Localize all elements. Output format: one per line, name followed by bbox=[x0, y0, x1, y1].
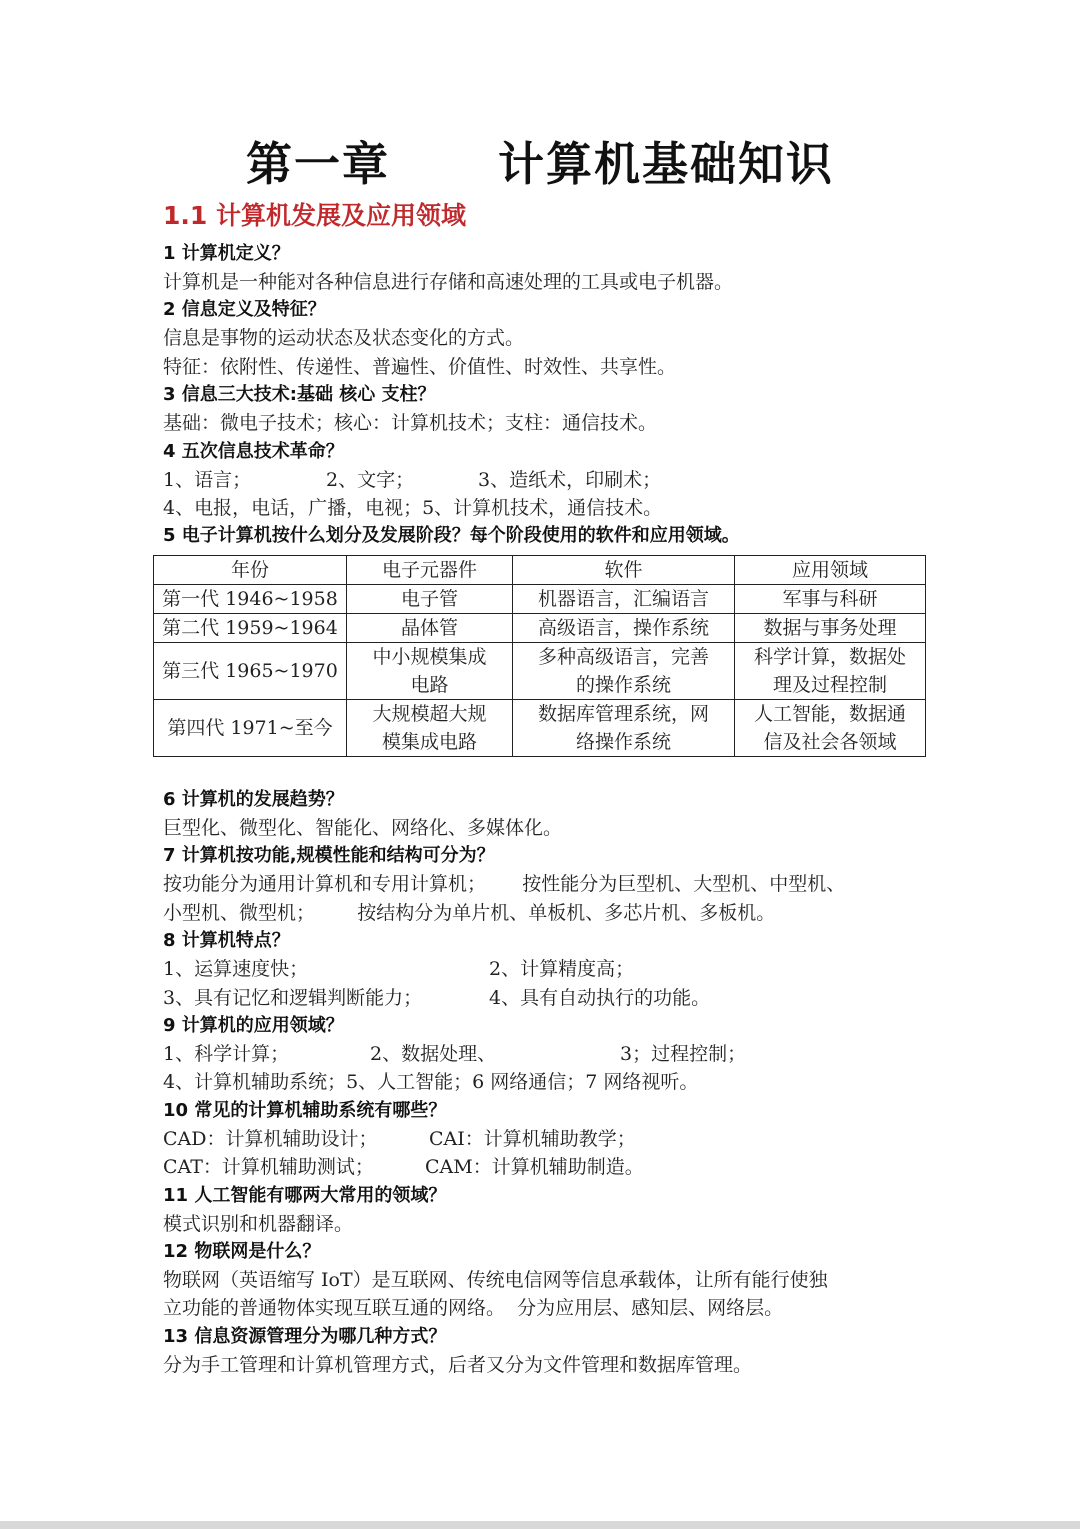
answer-4-col-2: 2、文字； bbox=[326, 468, 415, 491]
cell-line: 科学计算，数据处 bbox=[753, 646, 906, 668]
header-software: 软件 bbox=[513, 556, 735, 585]
cell-line: 多种高级语言，完善 bbox=[537, 646, 709, 668]
answer-4-line-2: 4、电报，电话，广播，电视；5、计算机技术，通信技术。 bbox=[163, 496, 663, 519]
chapter-name: 计算机基础知识 bbox=[498, 137, 835, 191]
question-7: 7 计算机按功能,规模性能和结构可分为？ bbox=[163, 845, 495, 867]
answer-9-col-2: 2、数据处理、 bbox=[370, 1042, 497, 1065]
cell-year: 第三代 1965~1970 bbox=[154, 643, 347, 700]
answer-11: 模式识别和机器翻译。 bbox=[163, 1212, 354, 1235]
cell-year: 第二代 1959~1964 bbox=[154, 614, 347, 643]
cell-line: 络操作系统 bbox=[575, 731, 671, 753]
answer-4-col-1: 1、语言； bbox=[163, 468, 252, 491]
page-bottom-edge bbox=[0, 1521, 1080, 1529]
question-9: 9 计算机的应用领域？ bbox=[163, 1014, 344, 1036]
question-13: 13 信息资源管理分为哪几种方式？ bbox=[163, 1325, 447, 1347]
answer-4-col-3: 3、造纸术，印刷术； bbox=[478, 468, 662, 491]
answer-8-col-4: 4、具有自动执行的功能。 bbox=[489, 986, 711, 1009]
cell-year: 第一代 1946~1958 bbox=[154, 585, 347, 614]
bottom-content bbox=[163, 786, 933, 1379]
answer-8-line-2 bbox=[163, 984, 933, 1012]
section-title: 1.1 计算机发展及应用领域 bbox=[163, 201, 466, 230]
answer-8-col-1: 1、运算速度快； bbox=[163, 958, 309, 981]
cell-line: 大规模超大规 bbox=[372, 703, 487, 725]
question-4: 4 五次信息技术革命？ bbox=[163, 440, 344, 462]
cell-software: 机器语言，汇编语言 bbox=[513, 585, 735, 614]
cell-line: 人工智能，数据通 bbox=[753, 703, 906, 725]
answer-9-col-1: 1、科学计算； bbox=[163, 1042, 290, 1065]
answer-7-line-1: 按功能分为通用计算机和专用计算机； 按性能分为巨型机、大型机、中型机、 bbox=[163, 873, 846, 896]
answer-2-line-2: 特征：依附性、传递性、普遍性、价值性、时效性、共享性。 bbox=[163, 355, 677, 378]
answer-8-col-3: 3、具有记忆和逻辑判断能力； bbox=[163, 986, 423, 1009]
cell-field bbox=[735, 643, 926, 700]
question-10: 10 常见的计算机辅助系统有哪些？ bbox=[163, 1099, 447, 1121]
table-row bbox=[154, 700, 926, 757]
table-row bbox=[154, 585, 926, 614]
cell-software: 高级语言，操作系统 bbox=[513, 614, 735, 643]
answer-8-line-1 bbox=[163, 955, 933, 983]
table-row bbox=[154, 643, 926, 700]
answer-10-line-1 bbox=[163, 1125, 933, 1153]
cell-software bbox=[513, 700, 735, 757]
title-gap bbox=[390, 137, 498, 191]
answer-12-line-1: 物联网（英语缩写 IoT）是互联网、传统电信网等信息承载体，让所有能行使独 bbox=[163, 1268, 828, 1291]
question-8: 8 计算机特点？ bbox=[163, 930, 290, 952]
top-content bbox=[163, 240, 933, 550]
answer-6: 巨型化、微型化、智能化、网络化、多媒体化。 bbox=[163, 817, 563, 839]
answer-3: 基础：微电子技术；核心：计算机技术；支柱：通信技术。 bbox=[163, 412, 658, 435]
computer-generations-table bbox=[153, 555, 926, 757]
header-field: 应用领域 bbox=[735, 556, 926, 585]
cell-year: 第四代 1971~至今 bbox=[154, 700, 347, 757]
cell-field: 军事与科研 bbox=[735, 585, 926, 614]
cell-line: 模集成电路 bbox=[381, 731, 477, 753]
cell-line: 理及过程控制 bbox=[772, 674, 887, 696]
cell-component bbox=[347, 700, 513, 757]
cell-component: 电子管 bbox=[347, 585, 513, 614]
cell-field bbox=[735, 700, 926, 757]
answer-10-col-1: CAD：计算机辅助设计； bbox=[163, 1127, 378, 1150]
answer-7-line-2: 小型机、微型机； 按结构分为单片机、单板机、多芯片机、多板机。 bbox=[163, 901, 776, 924]
header-component: 电子元器件 bbox=[347, 556, 513, 585]
cell-line: 的操作系统 bbox=[575, 674, 671, 696]
cell-line: 中小规模集成 bbox=[372, 646, 487, 668]
answer-2-line-1: 信息是事物的运动状态及状态变化的方式。 bbox=[163, 327, 525, 350]
answer-12-line-2: 立功能的普通物体实现互联互通的网络。 分为应用层、感知层、网络层。 bbox=[163, 1297, 784, 1320]
answer-8-col-2: 2、计算精度高； bbox=[489, 958, 635, 981]
answer-9-col-3: 3；过程控制； bbox=[620, 1042, 747, 1065]
cell-field: 数据与事务处理 bbox=[735, 614, 926, 643]
cell-component bbox=[347, 643, 513, 700]
answer-4-line-1 bbox=[163, 466, 933, 494]
answer-10-col-3: CAT：计算机辅助测试； bbox=[163, 1156, 374, 1179]
answer-10-col-4: CAM：计算机辅助制造。 bbox=[425, 1156, 644, 1179]
answer-9-line-1 bbox=[163, 1040, 933, 1068]
question-1: 1 计算机定义？ bbox=[163, 243, 290, 264]
cell-line: 数据库管理系统，网 bbox=[537, 703, 709, 725]
answer-10-col-2: CAI：计算机辅助教学； bbox=[429, 1127, 636, 1150]
cell-component: 晶体管 bbox=[347, 614, 513, 643]
answer-10-line-2 bbox=[163, 1153, 933, 1181]
answer-13: 分为手工管理和计算机管理方式，后者又分为文件管理和数据库管理。 bbox=[163, 1353, 753, 1376]
answer-9-line-2: 4、计算机辅助系统；5、人工智能；6 网络通信；7 网络视听。 bbox=[163, 1071, 699, 1094]
chapter-title bbox=[0, 128, 1080, 194]
question-2: 2 信息定义及特征？ bbox=[163, 299, 326, 321]
answer-1: 计算机是一种能对各种信息进行存储和高速处理的工具或电子机器。 bbox=[163, 271, 734, 293]
cell-line: 信及社会各领域 bbox=[763, 731, 897, 753]
question-3: 3 信息三大技术:基础 核心 支柱？ bbox=[163, 384, 436, 406]
question-6: 6 计算机的发展趋势？ bbox=[163, 789, 344, 810]
question-12: 12 物联网是什么？ bbox=[163, 1240, 321, 1262]
question-5: 5 电子计算机按什么划分及发展阶段？每个阶段使用的软件和应用领域。 bbox=[163, 525, 740, 547]
header-year: 年份 bbox=[154, 556, 347, 585]
question-11: 11 人工智能有哪两大常用的领域？ bbox=[163, 1184, 447, 1206]
table-header-row bbox=[154, 556, 926, 585]
cell-line: 电路 bbox=[410, 674, 449, 696]
chapter-number: 第一章 bbox=[245, 137, 390, 191]
cell-software bbox=[513, 643, 735, 700]
table-row bbox=[154, 614, 926, 643]
